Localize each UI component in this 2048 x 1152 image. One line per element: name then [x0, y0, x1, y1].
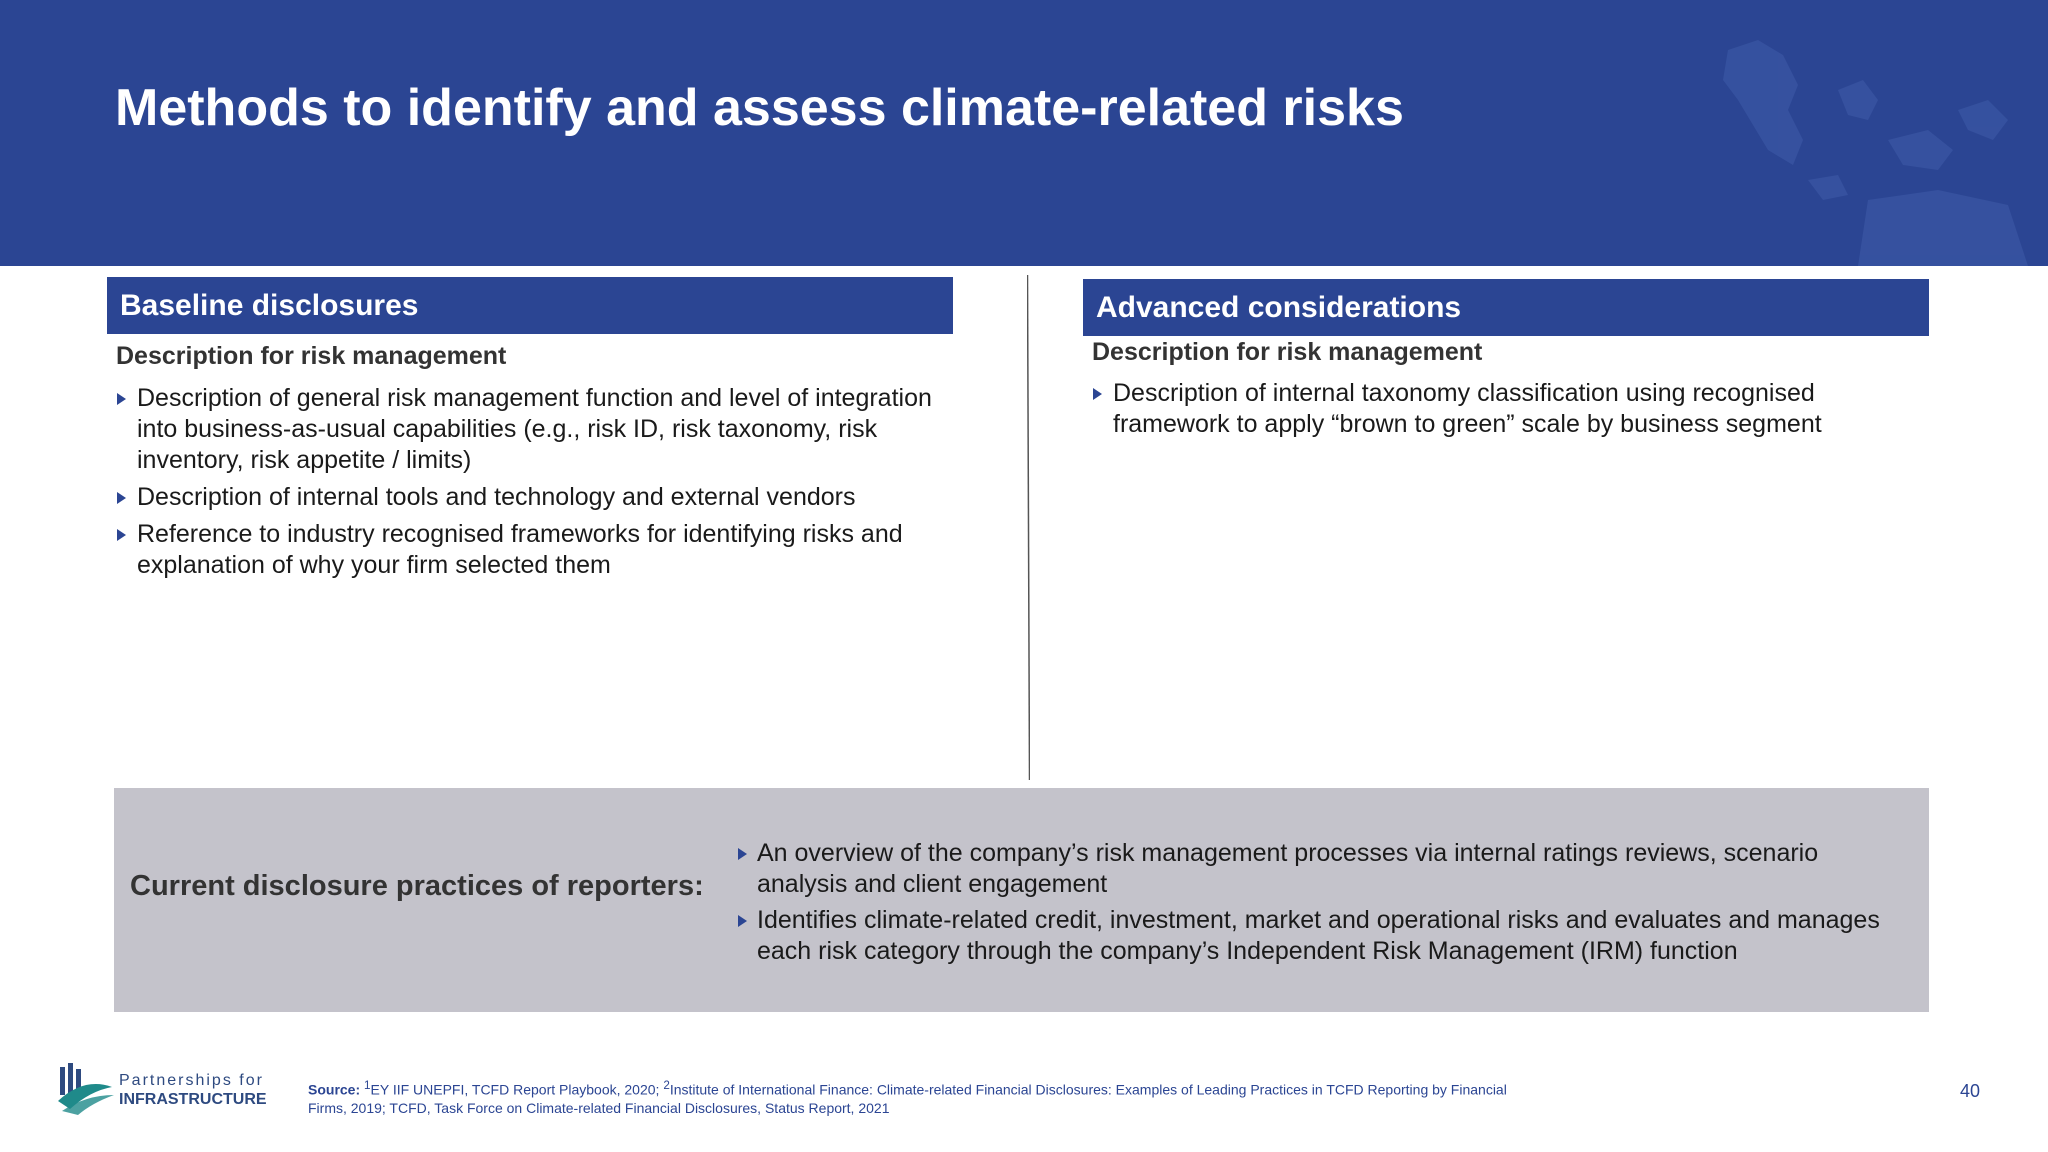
logo-text-bottom: INFRASTRUCTURE — [119, 1091, 267, 1108]
bullet-arrow-icon — [117, 492, 126, 504]
bullet-arrow-icon — [117, 529, 126, 541]
source-text: EY IIF UNEPFI, TCFD Report Playbook, 2020; — [370, 1081, 664, 1098]
page-number: 40 — [1960, 1081, 1981, 1101]
bullet-arrow-icon — [117, 393, 126, 405]
logo-text-top: Partnerships for — [119, 1072, 264, 1089]
source-label: Source: — [308, 1081, 361, 1098]
list-item: Description of internal taxonomy classification using recognised framework to apply “brown to green” scale by business segment — [1092, 378, 1929, 440]
footnote-marker: 2 — [663, 1079, 670, 1092]
column-divider — [1027, 275, 1030, 780]
page-title: Methods to identify and assess climate-related risks — [115, 79, 1404, 137]
baseline-heading: Baseline disclosures — [107, 277, 953, 334]
list-item: Reference to industry recognised frameworks for identifying risks and explanation of why your firm selected them — [116, 519, 953, 581]
advanced-bullet-list — [1092, 378, 1929, 440]
advanced-subheading: Description for risk management — [1092, 338, 1483, 366]
current-practices-list — [738, 838, 1898, 972]
bullet-arrow-icon — [738, 915, 747, 927]
advanced-column — [1083, 279, 1929, 446]
current-practices-panel — [114, 788, 1929, 1012]
baseline-subheading: Description for risk management — [116, 342, 507, 370]
source-citation — [308, 1077, 1508, 1117]
bullet-arrow-icon — [738, 848, 747, 860]
source-text: Institute of International Finance: Climate-related Financial Disclosures: Examples of Leading Practices in TCFD Reporting by Financial Firms, 2019; TCFD, Task Force on Climate-related Financial Disclosures, Status Report, 2021 — [308, 1081, 1507, 1116]
current-practices-label: Current disclosure practices of reporters: — [130, 870, 704, 902]
footnote-marker: 1 — [364, 1079, 371, 1092]
list-item: Description of general risk management function and level of integration into business-as-usual capabilities (e.g., risk ID, risk taxonomy, risk inventory, risk appetite / limits) — [116, 383, 953, 476]
list-item: Description of internal tools and technology and external vendors — [116, 482, 953, 513]
list-item: Identifies climate-related credit, investment, market and operational risks and evaluates and manages each risk category through the company’s Independent Risk Management (IRM) function — [738, 905, 1898, 967]
partnerships-logo — [56, 1061, 276, 1117]
advanced-heading: Advanced considerations — [1083, 279, 1929, 336]
bullet-arrow-icon — [1093, 388, 1102, 400]
logo-mark-icon — [56, 1061, 116, 1117]
baseline-bullet-list — [116, 383, 953, 581]
world-map-watermark — [1688, 30, 2048, 266]
header-banner — [0, 0, 2048, 266]
list-item: An overview of the company’s risk management processes via internal ratings reviews, scenario analysis and client engagement — [738, 838, 1898, 900]
baseline-column — [107, 277, 953, 587]
